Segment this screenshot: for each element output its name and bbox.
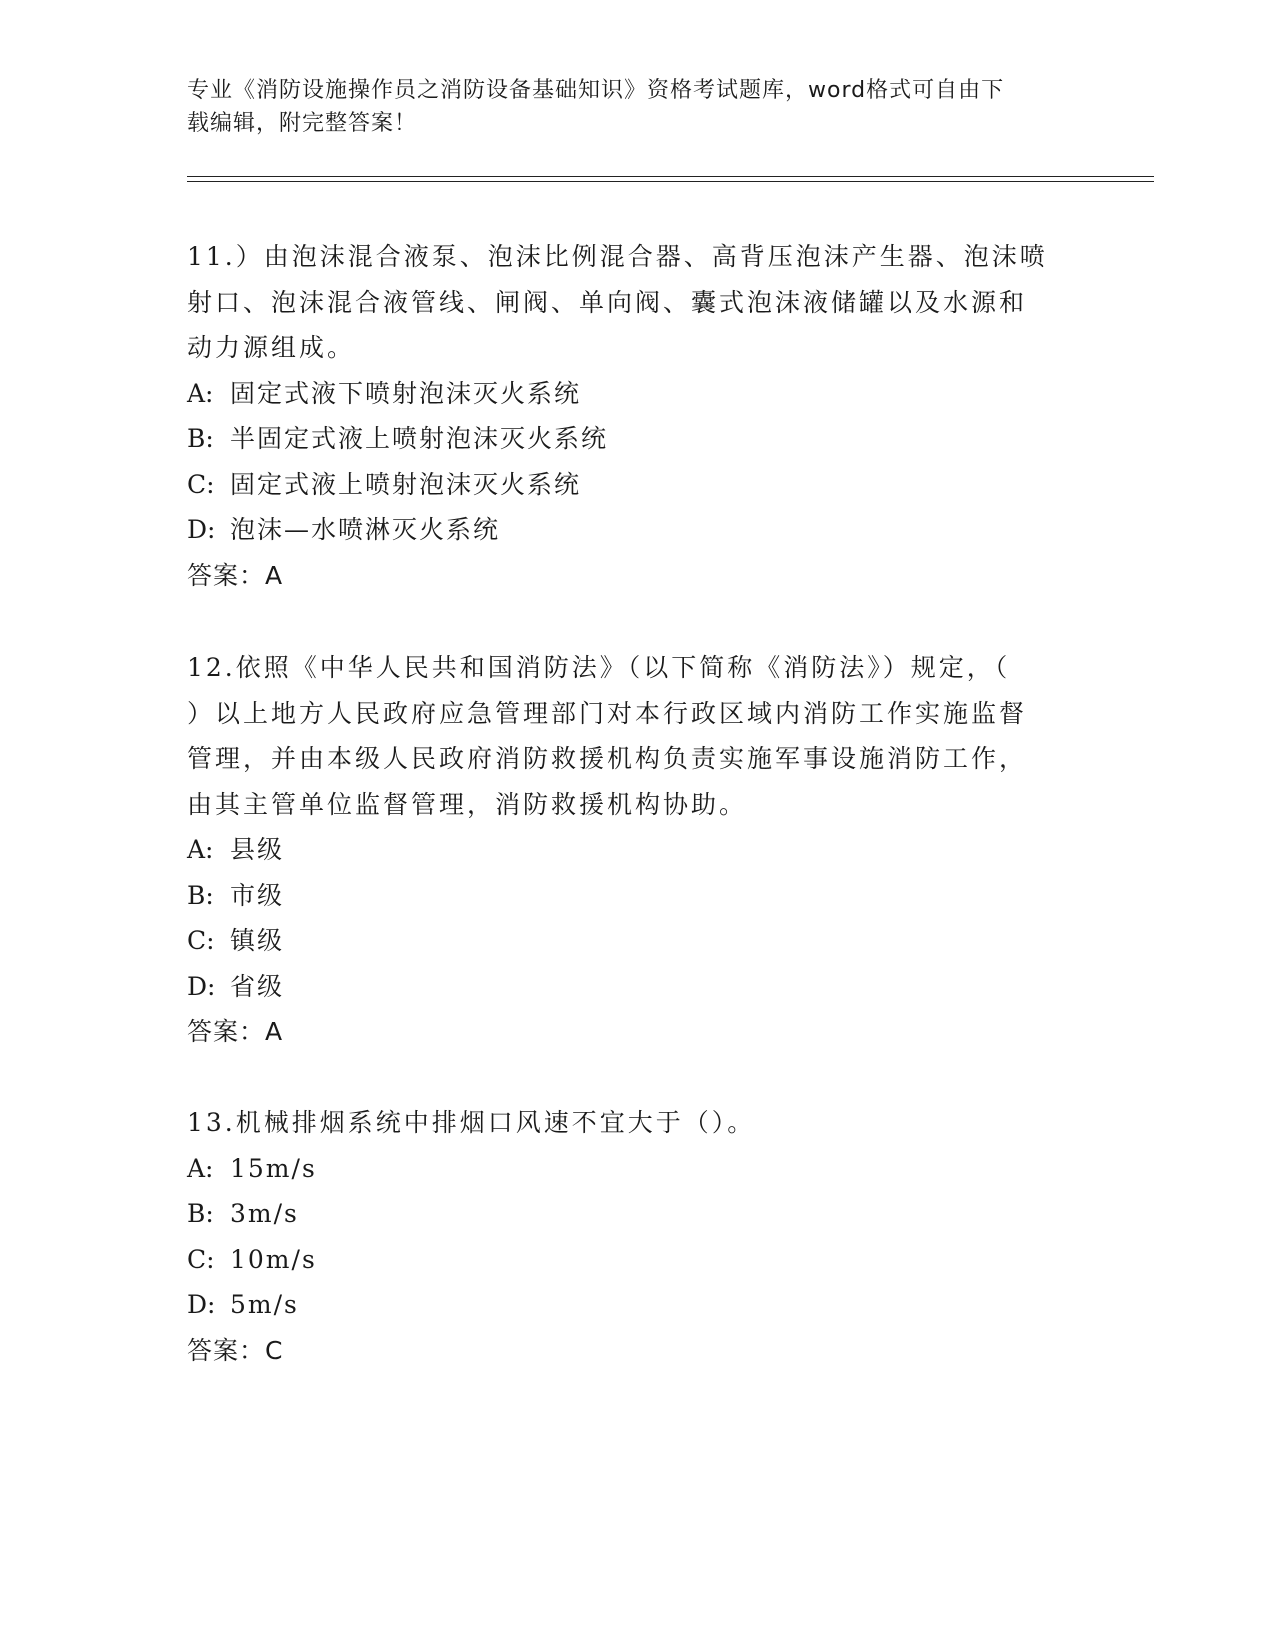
question-text-line: 管理，并由本级人民政府消防救援机构负责实施军事设施消防工作，: [187, 744, 1028, 773]
option-d: [187, 1282, 1087, 1328]
option-c: [187, 1237, 1087, 1283]
question-12: [187, 645, 1087, 1055]
question-text: [187, 234, 1087, 371]
question-text-line: 由其主管单位监督管理，消防救援机构协助。: [187, 789, 748, 819]
question-text-line: ）以上地方人民政府应急管理部门对本行政区域内消防工作实施监督: [187, 698, 1028, 728]
option-text: 10m/s: [230, 1244, 317, 1274]
question-text-line: 射口、泡沫混合液管线、闸阀、单向阀、囊式泡沫液储罐以及水源和: [187, 287, 1028, 317]
option-key: D:: [187, 515, 216, 544]
header-line-1: 专业《消防设施操作员之消防设备基础知识》资格考试题库，word格式可自由下: [187, 78, 1005, 103]
question-text-line: 12.依照《中华人民共和国消防法》（以下简称《消防法》）规定，（: [187, 653, 1011, 682]
document-header: [187, 74, 1067, 140]
option-a: [187, 371, 1087, 417]
option-text: 半固定式液上喷射泡沫灭火系统: [230, 424, 609, 453]
option-text: 泡沫—水喷淋灭火系统: [230, 515, 501, 544]
option-text: 15m/s: [230, 1153, 317, 1183]
option-text: 市级: [230, 880, 285, 910]
header-line-2: 载编辑，附完整答案！: [187, 111, 418, 136]
question-text: [187, 645, 1087, 827]
question-text: [187, 1100, 1087, 1146]
question-text-line: 13.机械排烟系统中排烟口风速不宜大于（）。: [187, 1108, 756, 1137]
option-key: B:: [187, 424, 214, 453]
question-text-line: 11.）由泡沫混合液泵、泡沫比例混合器、高背压泡沫产生器、泡沫喷: [187, 242, 1048, 271]
option-key: B:: [187, 1199, 214, 1228]
answer-label: 答案：A: [187, 560, 284, 590]
option-c: [187, 462, 1087, 508]
header-divider-top: [187, 176, 1154, 177]
option-b: [187, 873, 1087, 919]
question-text-line: 动力源组成。: [187, 333, 356, 362]
option-b: [187, 416, 1087, 462]
option-b: [187, 1191, 1087, 1237]
option-key: A:: [187, 1153, 214, 1183]
question-11: [187, 234, 1087, 598]
option-d: [187, 507, 1087, 553]
option-key: A:: [187, 378, 214, 408]
option-text: 县级: [230, 835, 285, 864]
option-d: [187, 964, 1087, 1010]
option-key: D:: [187, 971, 216, 1001]
option-a: [187, 1146, 1087, 1192]
option-text: 固定式液下喷射泡沫灭火系统: [230, 378, 582, 408]
option-key: C:: [187, 1244, 215, 1274]
header-divider-bottom: [187, 181, 1154, 182]
option-key: D:: [187, 1290, 216, 1319]
option-text: 固定式液上喷射泡沫灭火系统: [230, 469, 582, 499]
question-13: [187, 1100, 1087, 1373]
option-key: A:: [187, 835, 214, 864]
answer-label: 答案：A: [187, 1017, 284, 1046]
option-key: C:: [187, 926, 215, 955]
option-text: 省级: [230, 971, 285, 1001]
option-key: C:: [187, 469, 215, 499]
option-key: B:: [187, 880, 214, 910]
option-text: 镇级: [230, 926, 285, 955]
answer-label: 答案：C: [187, 1335, 284, 1365]
option-text: 3m/s: [230, 1199, 299, 1228]
option-a: [187, 827, 1087, 873]
option-c: [187, 918, 1087, 964]
option-text: 5m/s: [230, 1290, 299, 1319]
